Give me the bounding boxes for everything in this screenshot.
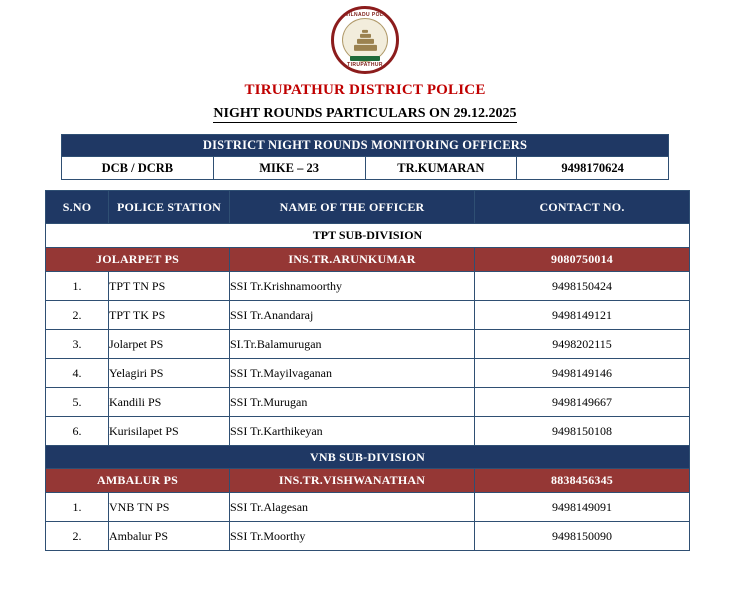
- row-sno: 2.: [46, 522, 109, 551]
- division-band-row: [46, 224, 690, 248]
- division-band-row: [46, 446, 690, 469]
- row-officer: SSI Tr.Murugan: [230, 388, 475, 417]
- incharge-station: JOLARPET PS: [46, 248, 230, 272]
- table-row: [46, 330, 690, 359]
- table-row: [46, 522, 690, 551]
- incharge-row: [46, 248, 690, 272]
- monitoring-officers-section: [61, 134, 669, 180]
- row-contact: 9498149091: [475, 493, 690, 522]
- table-header-row: [46, 191, 690, 224]
- page-title: TIRUPATHUR DISTRICT POLICE: [244, 82, 486, 98]
- table-row: [46, 272, 690, 301]
- row-officer: SSI Tr.Anandaraj: [230, 301, 475, 330]
- column-header-officer: NAME OF THE OFFICER: [230, 191, 475, 224]
- temple-gopuram-icon: [352, 30, 378, 54]
- row-station: Yelagiri PS: [109, 359, 230, 388]
- division-title: VNB SUB-DIVISION: [46, 446, 690, 469]
- row-sno: 2.: [46, 301, 109, 330]
- row-sno: 3.: [46, 330, 109, 359]
- monitoring-officers-table: [61, 134, 669, 180]
- row-contact: 9498202115: [475, 330, 690, 359]
- row-sno: 1.: [46, 493, 109, 522]
- row-officer: SSI Tr.Mayilvaganan: [230, 359, 475, 388]
- incharge-row: [46, 469, 690, 493]
- table-row: [46, 417, 690, 446]
- table-row: [46, 493, 690, 522]
- division-title: TPT SUB-DIVISION: [46, 224, 690, 248]
- column-header-contact: CONTACT NO.: [475, 191, 690, 224]
- emblem-ring-top-text: TAMILNADU POLICE: [337, 12, 393, 18]
- table-row: [46, 301, 690, 330]
- monitoring-officer-name: TR.KUMARAN: [365, 157, 517, 180]
- row-sno: 5.: [46, 388, 109, 417]
- monitoring-table-header-row: [62, 135, 669, 157]
- row-contact: 9498150424: [475, 272, 690, 301]
- incharge-officer: INS.TR.ARUNKUMAR: [230, 248, 475, 272]
- page-subtitle-text: NIGHT ROUNDS PARTICULARS ON 29.12.2025: [213, 106, 517, 121]
- column-header-station: POLICE STATION: [109, 191, 230, 224]
- table-row: [46, 359, 690, 388]
- row-officer: SSI Tr.Krishnamoorthy: [230, 272, 475, 301]
- incharge-officer: INS.TR.VISHWANATHAN: [230, 469, 475, 493]
- row-officer: SI.Tr.Balamurugan: [230, 330, 475, 359]
- row-contact: 9498149121: [475, 301, 690, 330]
- row-station: Kurisilapet PS: [109, 417, 230, 446]
- row-officer: SSI Tr.Karthikeyan: [230, 417, 475, 446]
- row-station: Ambalur PS: [109, 522, 230, 551]
- monitoring-table-row: [62, 157, 669, 180]
- table-row: [46, 388, 690, 417]
- monitoring-callsign: MIKE – 23: [213, 157, 365, 180]
- row-sno: 1.: [46, 272, 109, 301]
- row-sno: 6.: [46, 417, 109, 446]
- monitoring-table-heading: DISTRICT NIGHT ROUNDS MONITORING OFFICERS: [62, 135, 669, 157]
- tamilnadu-police-emblem-icon: [331, 6, 399, 74]
- monitoring-contact: 9498170624: [517, 157, 669, 180]
- incharge-station: AMBALUR PS: [46, 469, 230, 493]
- night-rounds-table: [45, 190, 690, 551]
- emblem-container: [0, 0, 730, 74]
- row-officer: SSI Tr.Alagesan: [230, 493, 475, 522]
- incharge-contact: 9080750014: [475, 248, 690, 272]
- night-rounds-section: [45, 190, 685, 551]
- row-station: TPT TN PS: [109, 272, 230, 301]
- incharge-contact: 8838456345: [475, 469, 690, 493]
- page-subtitle: [0, 106, 730, 122]
- row-contact: 9498149667: [475, 388, 690, 417]
- row-station: Jolarpet PS: [109, 330, 230, 359]
- row-contact: 9498150090: [475, 522, 690, 551]
- emblem-ring-bottom-text: TIRUPATHUR: [347, 62, 383, 68]
- row-contact: 9498150108: [475, 417, 690, 446]
- row-sno: 4.: [46, 359, 109, 388]
- row-station: VNB TN PS: [109, 493, 230, 522]
- row-station: Kandili PS: [109, 388, 230, 417]
- column-header-sno: S.NO: [46, 191, 109, 224]
- row-contact: 9498149146: [475, 359, 690, 388]
- emblem-base-band: [350, 56, 380, 61]
- row-station: TPT TK PS: [109, 301, 230, 330]
- row-officer: SSI Tr.Moorthy: [230, 522, 475, 551]
- monitoring-unit: DCB / DCRB: [62, 157, 214, 180]
